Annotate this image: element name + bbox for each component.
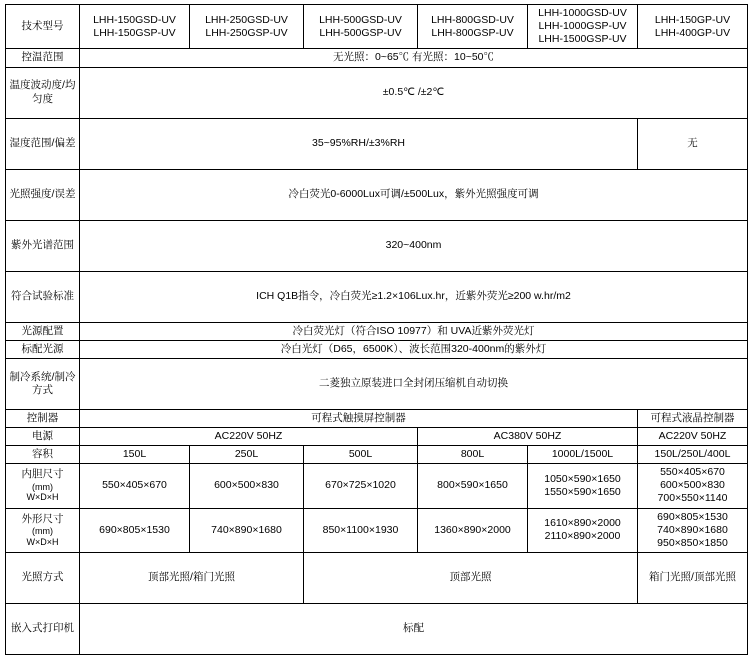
capacity-cell-2: 250L xyxy=(190,446,304,464)
light-config-value: 冷白荧光灯（符合ISO 10977）和 UVA近紫外荧光灯 xyxy=(80,322,748,340)
uv-spectrum-value: 320~400nm xyxy=(80,220,748,271)
row-label-temp-fluct: 温度波动度/均匀度 xyxy=(6,67,80,118)
temp-range-value: 无光照：0~65℃ 有光照：10~50℃ xyxy=(80,49,748,67)
row-label-power: 电源 xyxy=(6,427,80,445)
text-line: LHH-250GSP-UV xyxy=(205,26,288,39)
capacity-cell-1: 150L xyxy=(80,446,190,464)
text-line: 950×850×1850 xyxy=(657,536,728,549)
text-line: LHH-150GSD-UV xyxy=(93,13,176,26)
row-label-outer-size xyxy=(6,508,80,552)
text-line: 550×405×670 xyxy=(660,466,725,479)
controller-value: 可程式触摸屏控制器 xyxy=(80,409,638,427)
model-cell-5 xyxy=(528,5,638,49)
power-cell-3: AC220V 50HZ xyxy=(638,427,748,445)
text-line: LHH-1000GSP-UV xyxy=(538,20,627,33)
power-cell-1: AC220V 50HZ xyxy=(80,427,418,445)
row-label-illumination: 光照强度/误差 xyxy=(6,169,80,220)
row-label-controller: 控制器 xyxy=(6,409,80,427)
model-cell-2 xyxy=(190,5,304,49)
text-line: LHH-500GSD-UV xyxy=(319,13,402,26)
refrigeration-value: 二菱独立原装进口全封闭压缩机自动切换 xyxy=(80,358,748,409)
row-label-humidity: 湿度范围/偏差 xyxy=(6,118,80,169)
light-source-value: 冷白光灯（D65，6500K）、波长范围320-400nm的紫外灯 xyxy=(80,340,748,358)
table-row-inner-size xyxy=(6,464,748,508)
inner-size-cell-4: 800×590×1650 xyxy=(418,464,528,508)
inner-size-cell-2: 600×500×830 xyxy=(190,464,304,508)
printer-value: 标配 xyxy=(80,603,748,654)
table-row-printer xyxy=(6,603,748,654)
outer-size-cell-3: 850×1100×1930 xyxy=(304,508,418,552)
capacity-cell-3: 500L xyxy=(304,446,418,464)
row-label-printer: 嵌入式打印机 xyxy=(6,603,80,654)
row-label-capacity: 容积 xyxy=(6,446,80,464)
table-row-light-source xyxy=(6,340,748,358)
light-mode-cell-2: 顶部光照 xyxy=(304,552,638,603)
outer-size-cell-6 xyxy=(638,508,748,552)
controller-value-2: 可程式液晶控制器 xyxy=(638,409,748,427)
table-row-power xyxy=(6,427,748,445)
humidity-value-none: 无 xyxy=(638,118,748,169)
text-line: 700×550×1140 xyxy=(657,492,728,505)
table-row-temp-range xyxy=(6,49,748,67)
text-line: LHH-250GSD-UV xyxy=(205,13,288,26)
temp-fluct-value: ±0.5℃ /±2℃ xyxy=(80,67,748,118)
row-label-temp-range: 控温范围 xyxy=(6,49,80,67)
text-line: LHH-800GSP-UV xyxy=(431,26,514,39)
inner-size-cell-1: 550×405×670 xyxy=(80,464,190,508)
row-label-light-source: 标配光源 xyxy=(6,340,80,358)
row-label-model: 技术型号 xyxy=(6,5,80,49)
outer-size-label-unit: (mm) xyxy=(32,525,53,536)
text-line: LHH-1000GSD-UV xyxy=(538,7,627,19)
table-row-light-mode xyxy=(6,552,748,603)
row-label-standard: 符合试验标准 xyxy=(6,271,80,322)
row-label-light-config: 光源配置 xyxy=(6,322,80,340)
text-line: LHH-1500GSP-UV xyxy=(538,33,627,46)
text-line: 690×805×1530 xyxy=(657,510,728,523)
capacity-cell-5: 1000L/1500L xyxy=(528,446,638,464)
row-label-refrigeration: 制冷系统/制冷方式 xyxy=(6,358,80,409)
table-row-light-config xyxy=(6,322,748,340)
outer-size-cell-5 xyxy=(528,508,638,552)
model-cell-4 xyxy=(418,5,528,49)
inner-size-cell-3: 670×725×1020 xyxy=(304,464,418,508)
power-cell-2: AC380V 50HZ xyxy=(418,427,638,445)
text-line: LHH-400GP-UV xyxy=(654,26,731,39)
capacity-cell-4: 800L xyxy=(418,446,528,464)
inner-size-cell-6 xyxy=(638,464,748,508)
table-row-model xyxy=(6,5,748,49)
model-cell-6 xyxy=(638,5,748,49)
table-row-capacity xyxy=(6,446,748,464)
table-row-humidity xyxy=(6,118,748,169)
text-line: 1610×890×2000 xyxy=(544,517,621,530)
text-line: LHH-150GP-UV xyxy=(654,13,731,26)
text-line: LHH-800GSD-UV xyxy=(431,13,514,26)
illumination-value: 冷白荧光0-6000Lux可调/±500Lux，紫外光照强度可调 xyxy=(80,169,748,220)
inner-size-label-axes: W×D×H xyxy=(26,492,59,503)
table-row-standard xyxy=(6,271,748,322)
table-row-outer-size xyxy=(6,508,748,552)
text-line: 740×890×1680 xyxy=(657,523,728,536)
light-mode-cell-1: 顶部光照/箱门光照 xyxy=(80,552,304,603)
text-line: LHH-150GSP-UV xyxy=(93,26,176,39)
humidity-value: 35~95%RH/±3%RH xyxy=(80,118,638,169)
text-line: 2110×890×2000 xyxy=(544,530,621,543)
standard-value: ICH Q1B指令，冷白荧光≥1.2×106Lux.hr，近紫外荧光≥200 w.hr/m2 xyxy=(80,271,748,322)
row-label-inner-size xyxy=(6,464,80,508)
model-cell-3 xyxy=(304,5,418,49)
outer-size-label-main: 外形尺寸 xyxy=(21,512,64,525)
outer-size-cell-4: 1360×890×2000 xyxy=(418,508,528,552)
inner-size-cell-5 xyxy=(528,464,638,508)
outer-size-label-axes: W×D×H xyxy=(26,536,59,547)
text-line: 1050×590×1650 xyxy=(544,472,621,485)
text-line: LHH-500GSP-UV xyxy=(319,26,402,39)
table-row-temp-fluct xyxy=(6,67,748,118)
inner-size-label-unit: (mm) xyxy=(32,481,53,492)
inner-size-label-main: 内胆尺寸 xyxy=(21,468,64,481)
capacity-cell-6: 150L/250L/400L xyxy=(638,446,748,464)
model-cell-1 xyxy=(80,5,190,49)
text-line: 1550×590×1650 xyxy=(544,485,621,498)
specification-table xyxy=(5,4,748,655)
row-label-uv-spectrum: 紫外光谱范围 xyxy=(6,220,80,271)
table-row-uv-spectrum xyxy=(6,220,748,271)
table-row-controller xyxy=(6,409,748,427)
outer-size-cell-2: 740×890×1680 xyxy=(190,508,304,552)
light-mode-cell-3: 箱门光照/顶部光照 xyxy=(638,552,748,603)
text-line: 600×500×830 xyxy=(660,479,725,492)
table-row-illumination xyxy=(6,169,748,220)
row-label-light-mode: 光照方式 xyxy=(6,552,80,603)
table-row-refrigeration xyxy=(6,358,748,409)
outer-size-cell-1: 690×805×1530 xyxy=(80,508,190,552)
